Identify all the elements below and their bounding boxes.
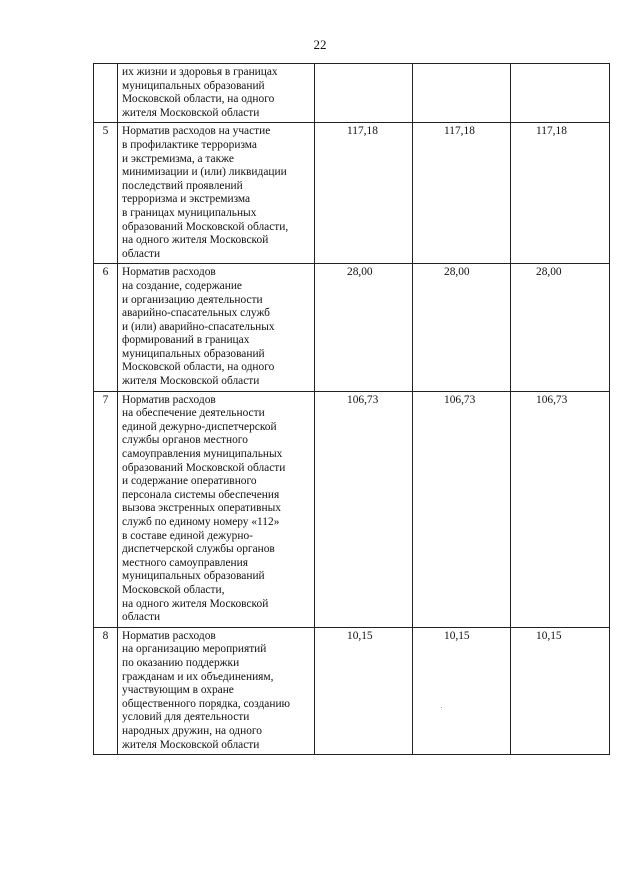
row-value-1: [315, 64, 413, 123]
row-value-1: 106,73: [315, 391, 413, 627]
row-value-2: 28,00: [413, 264, 511, 391]
row-value-2: 10,15: [413, 627, 511, 754]
page-number: 22: [313, 37, 327, 52]
row-number: 7: [94, 391, 118, 627]
row-number: 8: [94, 627, 118, 754]
row-value-2: 117,18: [413, 123, 511, 264]
row-description: Норматив расходов на участие в профилактике терроризма и экстремизма, а также минимизации и (или) ликвидации последствий проявлений терроризма и экстремизма в границах муниципальных образований Московской области, на одного жителя Московской области: [118, 123, 315, 264]
row-value-2: [413, 64, 511, 123]
row-value-1: 10,15: [315, 627, 413, 754]
row-value-1: 28,00: [315, 264, 413, 391]
row-number: 5: [94, 123, 118, 264]
scan-speck: [441, 707, 442, 708]
row-value-3: 10,15: [511, 627, 610, 754]
table-row: [94, 391, 610, 627]
row-value-2: 106,73: [413, 391, 511, 627]
table-row: [94, 64, 610, 123]
row-number: [94, 64, 118, 123]
row-value-3: [511, 64, 610, 123]
row-value-3: 117,18: [511, 123, 610, 264]
row-value-3: 28,00: [511, 264, 610, 391]
row-value-1: 117,18: [315, 123, 413, 264]
row-description: Норматив расходов на создание, содержание и организацию деятельности аварийно-спасательных служб и (или) аварийно-спасательных формирований в границах муниципальных образований Московской области, на одного жителя Московской области: [118, 264, 315, 391]
row-description: Норматив расходов на обеспечение деятельности единой дежурно-диспетчерской службы органов местного самоуправления муниципальных образований Московской области и содержание оперативного персонала системы обеспечения вызова экстренных оперативных служб по единому номеру «112» в составе единой дежурно- диспетчерской службы органов местного самоуправления муниципальных образований Московской области, на одного жителя Московской области: [118, 391, 315, 627]
table-row: [94, 264, 610, 391]
row-description: Норматив расходов на организацию мероприятий по оказанию поддержки гражданам и их объединениям, участвующим в охране общественного порядка, созданию условий для деятельности народных дружин, на одного жителя Московской области: [118, 627, 315, 754]
row-value-3: 106,73: [511, 391, 610, 627]
row-number: 6: [94, 264, 118, 391]
norms-table: [93, 63, 610, 755]
table-row: [94, 627, 610, 754]
table-row: [94, 123, 610, 264]
row-description: их жизни и здоровья в границах муниципальных образований Московской области, на одного жителя Московской области: [118, 64, 315, 123]
